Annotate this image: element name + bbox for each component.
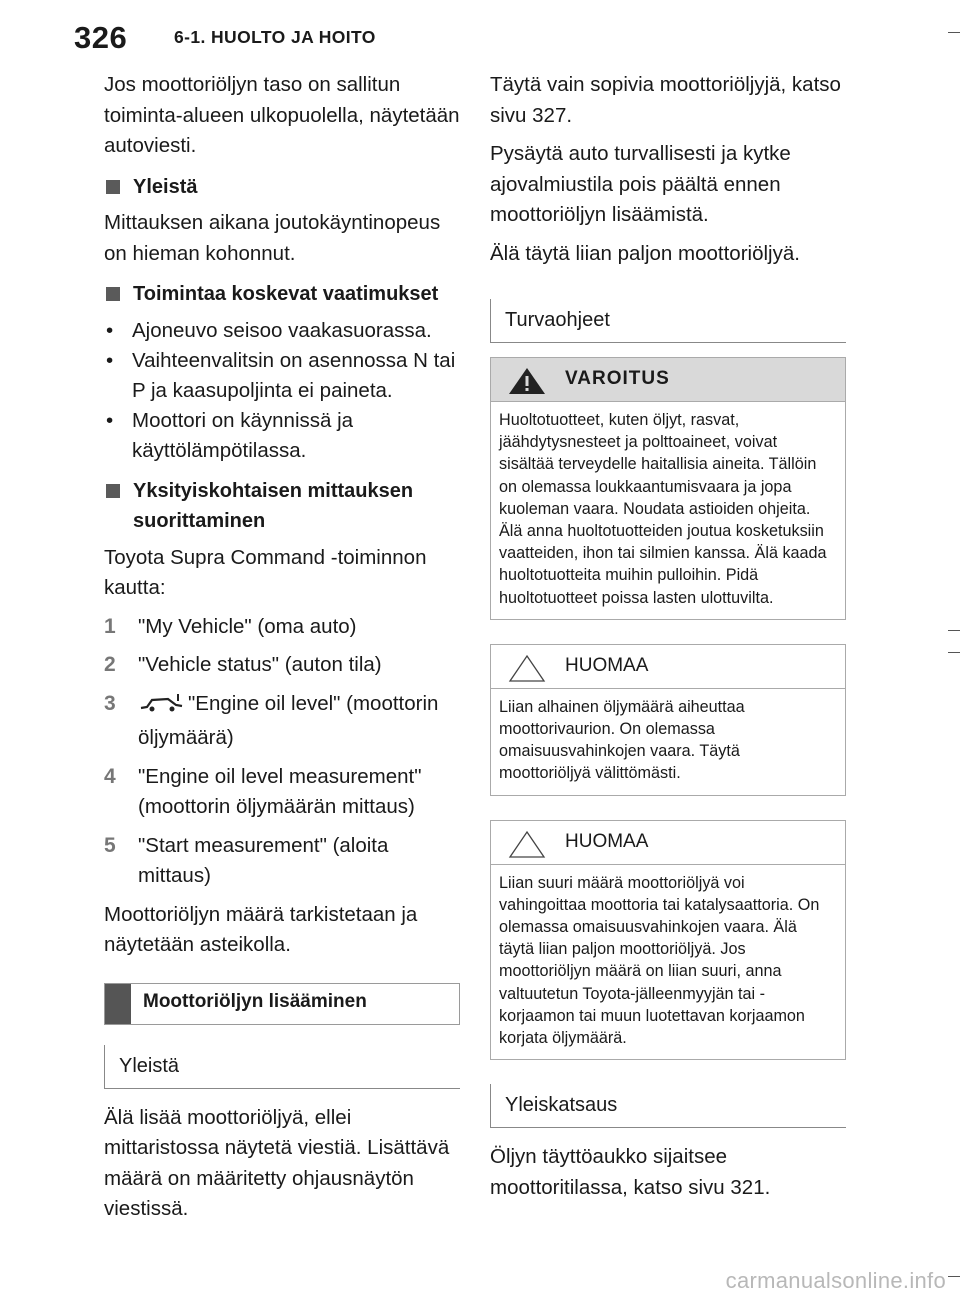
- overview-heading: Yleiskatsaus: [490, 1084, 846, 1128]
- warning-triangle-icon: [507, 366, 547, 401]
- warning-text: Huoltotuotteet, kuten öljyt, rasvat, jäähdytysnesteet ja polttoaineet, voivat sisältää terveydelle haitallisia aineita. Tällöin on olemassa loukkaantumisvaara ja jopa kuoleman vaara. Noudata astioiden ohjeita. Älä anna huoltotuotteiden joutua kosketuksiin vaatteiden, ihon tai silmien kanssa. Älä kaada huoltotuotteita muihin pulloihin. Pidä huoltotuotteet poissa lasten ulottuvilta.: [499, 411, 827, 607]
- page-header: [0, 0, 960, 80]
- notice-label: HUOMAA: [565, 654, 649, 676]
- car-status-icon: [138, 692, 184, 724]
- detailed-outro: Moottoriöljyn määrä tarkistetaan ja näytetään asteikolla.: [104, 902, 418, 956]
- step-item: 3 "Engine oil level" (moottorin öljymäärä): [104, 691, 439, 749]
- oil-type-text: Täytä vain sopivia moottoriöljyjä, katso sivu 327.: [490, 73, 841, 127]
- requirements-list: [104, 316, 460, 466]
- caution-triangle-icon: [507, 829, 547, 864]
- square-bullet-icon: [106, 180, 120, 194]
- warning-label: VAROITUS: [565, 368, 670, 389]
- general-text: Mittauksen aikana joutokäyntinopeus on hieman kohonnut.: [104, 211, 441, 265]
- detailed-intro: Toyota Supra Command -toiminnon kautta:: [104, 545, 427, 599]
- detailed-heading: Yksityiskohtaisen mittauksen suorittaminen: [104, 476, 460, 537]
- stop-car-text: Pysäytä auto turvallisesti ja kytke ajovalmiustila pois päältä ennen moottoriöljyn lisäämistä.: [490, 142, 791, 226]
- watermark: carmanualsonline.info: [725, 1268, 946, 1293]
- step-item: 1 "My Vehicle" (oma auto): [104, 614, 357, 638]
- notice-text: Liian alhainen öljymäärä aiheuttaa moottorivaurion. On olemassa omaisuusvahinkojen vaara. Täytä moottoriöljyä välittömästi.: [499, 697, 745, 783]
- section-title: 6-1. HUOLTO JA HOITO: [174, 27, 376, 47]
- adding-oil-heading: Moottoriöljyn lisääminen: [104, 983, 460, 1025]
- square-bullet-icon: [106, 484, 120, 498]
- right-column: [490, 70, 846, 1211]
- page-number: 326: [74, 20, 128, 55]
- steps-list: [104, 612, 460, 892]
- list-item: • Ajoneuvo seisoo vaakasuorassa.: [106, 318, 432, 342]
- notice-text: Liian suuri määrä moottoriöljyä voi vahingoittaa moottoria tai katalysaattoria. On olemassa omaisuusvahinkojen vaara. Älä täytä liian paljon moottoriöljyä. Jos moottoriöljyn määrä on liian suuri, anna valtuutetun Toyota-jälleenmyyjän tai -korjaamon tai muun luotettavan korjaamon korjata öljymäärä.: [499, 873, 820, 1048]
- overview-text: Öljyn täyttöaukko sijaitsee moottoritilassa, katso sivu 321.: [490, 1145, 771, 1199]
- notice-box: [490, 644, 846, 796]
- list-item: • Vaihteenvalitsin on asennossa N tai P ja kaasupoljinta ei paineta.: [106, 348, 456, 402]
- margin-tick: [948, 1276, 960, 1277]
- margin-tick: [948, 652, 960, 653]
- notice-label: HUOMAA: [565, 830, 649, 852]
- safety-heading: Turvaohjeet: [490, 299, 846, 343]
- notice-box: [490, 820, 846, 1061]
- intro-text: Jos moottoriöljyn taso on sallitun toiminta-alueen ulkopuolella, näytetään autoviesti.: [104, 73, 460, 157]
- general-heading: Yleistä: [104, 172, 460, 203]
- left-column: [104, 70, 460, 1233]
- requirements-heading: Toimintaa koskevat vaatimukset: [104, 279, 460, 310]
- margin-tick: [948, 32, 960, 33]
- square-bullet-icon: [106, 287, 120, 301]
- adding-text: Älä lisää moottoriöljyä, ellei mittaristossa näytetä viestiä. Lisättävä määrä on määritetty ohjausnäytön viestissä.: [104, 1105, 450, 1220]
- step-item: 4 "Engine oil level measurement" (moottorin öljymäärän mittaus): [104, 764, 422, 818]
- overfill-text: Älä täytä liian paljon moottoriöljyä.: [490, 241, 800, 265]
- list-item: • Moottori on käynnissä ja käyttölämpötilassa.: [106, 408, 354, 462]
- warning-box: [490, 357, 846, 620]
- margin-tick: [948, 630, 960, 631]
- step-item: 5 "Start measurement" (aloita mittaus): [104, 833, 389, 887]
- adding-general-heading: Yleistä: [104, 1045, 460, 1089]
- caution-triangle-icon: [507, 653, 547, 688]
- step-item: 2 "Vehicle status" (auton tila): [104, 653, 382, 676]
